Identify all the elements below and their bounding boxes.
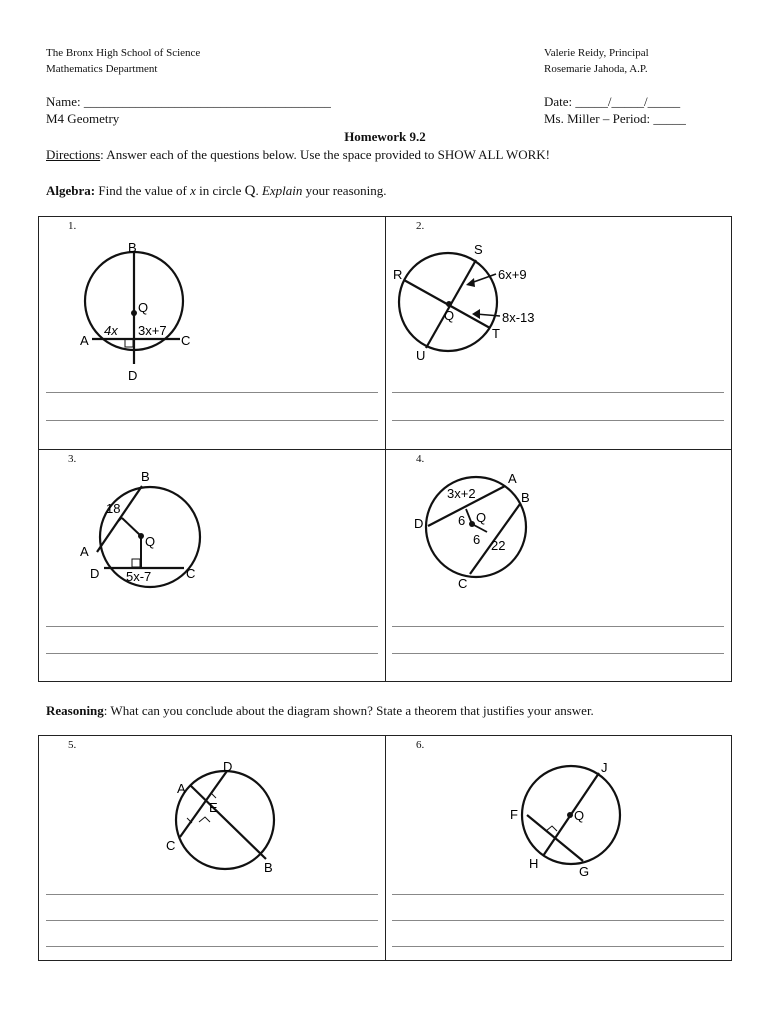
segment-2-label: 3x+7	[138, 323, 167, 338]
algebra-text-c: .	[255, 183, 262, 198]
problem-4-diagram	[410, 466, 550, 596]
label-u: U	[416, 348, 426, 363]
distance-2: 6	[473, 532, 481, 547]
distance-1: 6	[458, 513, 466, 528]
label-a: A	[177, 781, 186, 796]
reasoning-instructions	[46, 703, 594, 719]
department-name: Mathematics Department	[46, 63, 158, 75]
problem-5-number: 5.	[68, 739, 77, 751]
problem-5-diagram	[160, 756, 290, 881]
answer-line	[46, 894, 378, 895]
label-d: D	[414, 516, 424, 531]
chord-dc	[180, 771, 227, 837]
right-angle-mark	[199, 817, 210, 822]
label-h: H	[529, 856, 539, 871]
label-b: B	[521, 490, 530, 505]
problem-1-number: 1.	[68, 220, 77, 232]
center-point	[567, 812, 573, 818]
label-c: C	[181, 333, 191, 348]
label-d: D	[90, 566, 100, 581]
problem-6-number: 6.	[416, 739, 425, 751]
right-angle-mark	[125, 339, 133, 347]
problem-2-number: 2.	[416, 220, 425, 232]
answer-line	[46, 626, 378, 627]
answer-line	[46, 653, 378, 654]
tick-mark	[211, 793, 216, 798]
label-q: Q	[138, 300, 149, 315]
label-q: Q	[145, 534, 156, 549]
algebra-instructions	[46, 183, 387, 199]
label-b: B	[128, 240, 137, 255]
label-a: A	[508, 471, 517, 486]
label-e: E	[209, 800, 218, 815]
assistant-principal-name: Rosemarie Jahoda, A.P.	[544, 63, 648, 75]
label-a: A	[80, 333, 89, 348]
grid-divider-vertical	[385, 735, 386, 961]
segment-1-label: 4x	[104, 323, 118, 338]
algebra-explain: Explain	[261, 183, 303, 198]
teacher-period: Ms. Miller – Period: _____	[544, 111, 686, 126]
date-field-label: Date: _____/_____/_____	[544, 94, 681, 109]
label-d: D	[223, 759, 233, 774]
label-a: A	[80, 544, 89, 559]
algebra-circle-name: Q	[244, 183, 256, 199]
label-q: Q	[444, 308, 455, 323]
reasoning-label: Reasoning	[46, 703, 104, 718]
grid-divider-horizontal	[38, 449, 732, 450]
answer-line	[46, 420, 378, 421]
directions-text: : Answer each of the questions below. Use the space provided to SHOW ALL WORK!	[100, 147, 551, 162]
algebra-label: Algebra:	[46, 183, 96, 198]
label-c: C	[186, 566, 196, 581]
answer-line	[392, 420, 724, 421]
chord-2-length: 22	[491, 538, 506, 553]
reasoning-text: : What can you conclude about the diagram shown? State a theorem that justifies your answer.	[103, 703, 594, 718]
label-q: Q	[574, 808, 585, 823]
label-g: G	[579, 864, 590, 879]
label-j: J	[601, 760, 608, 775]
answer-line	[392, 626, 724, 627]
answer-line	[392, 653, 724, 654]
center-point	[138, 533, 144, 539]
right-angle-mark	[132, 559, 140, 567]
algebra-text-b: in circle	[195, 183, 245, 198]
label-q: Q	[476, 510, 487, 525]
answer-line	[392, 920, 724, 921]
answer-line	[46, 920, 378, 921]
label-d: D	[128, 368, 138, 383]
answer-line	[46, 392, 378, 393]
course-name: M4 Geometry	[46, 111, 120, 126]
chord-1-length: 18	[106, 501, 121, 516]
problem-6-diagram	[505, 756, 635, 881]
algebra-variable: x	[190, 183, 196, 198]
problem-1-diagram	[70, 238, 200, 388]
chord-1-length: 3x+2	[447, 486, 476, 501]
label-r: R	[393, 267, 403, 282]
principal-name: Valerie Reidy, Principal	[544, 47, 649, 59]
label-s: S	[474, 242, 483, 257]
answer-line	[46, 946, 378, 947]
label-b: B	[141, 469, 150, 484]
problem-3-number: 3.	[68, 453, 77, 465]
right-angle-mark	[546, 826, 557, 831]
algebra-text-d: your reasoning.	[302, 183, 387, 198]
problem-3-diagram	[70, 466, 210, 596]
label-c: C	[166, 838, 176, 853]
answer-line	[392, 894, 724, 895]
chord-2-length: 5x-7	[126, 569, 152, 584]
answer-line	[392, 946, 724, 947]
name-field-label: Name: ______________________________________	[46, 94, 331, 109]
center-point	[131, 310, 137, 316]
answer-line	[392, 392, 724, 393]
page-title: Homework 9.2	[344, 129, 426, 144]
center-point	[469, 521, 475, 527]
chord-ab	[190, 785, 266, 859]
school-name: The Bronx High School of Science	[46, 47, 201, 59]
problem-2-diagram	[390, 238, 560, 368]
arc-1-label: 6x+9	[498, 267, 527, 282]
directions-label: Directions	[46, 147, 101, 162]
label-f: F	[510, 807, 518, 822]
arrow-1-head	[466, 278, 475, 287]
arc-2-label: 8x-13	[502, 310, 535, 325]
label-c: C	[458, 576, 468, 591]
problem-4-number: 4.	[416, 453, 425, 465]
directions-line	[46, 147, 550, 163]
label-t: T	[492, 326, 500, 341]
center-point	[446, 301, 452, 307]
algebra-text-a: Find the value of	[95, 183, 191, 198]
label-b: B	[264, 860, 273, 875]
